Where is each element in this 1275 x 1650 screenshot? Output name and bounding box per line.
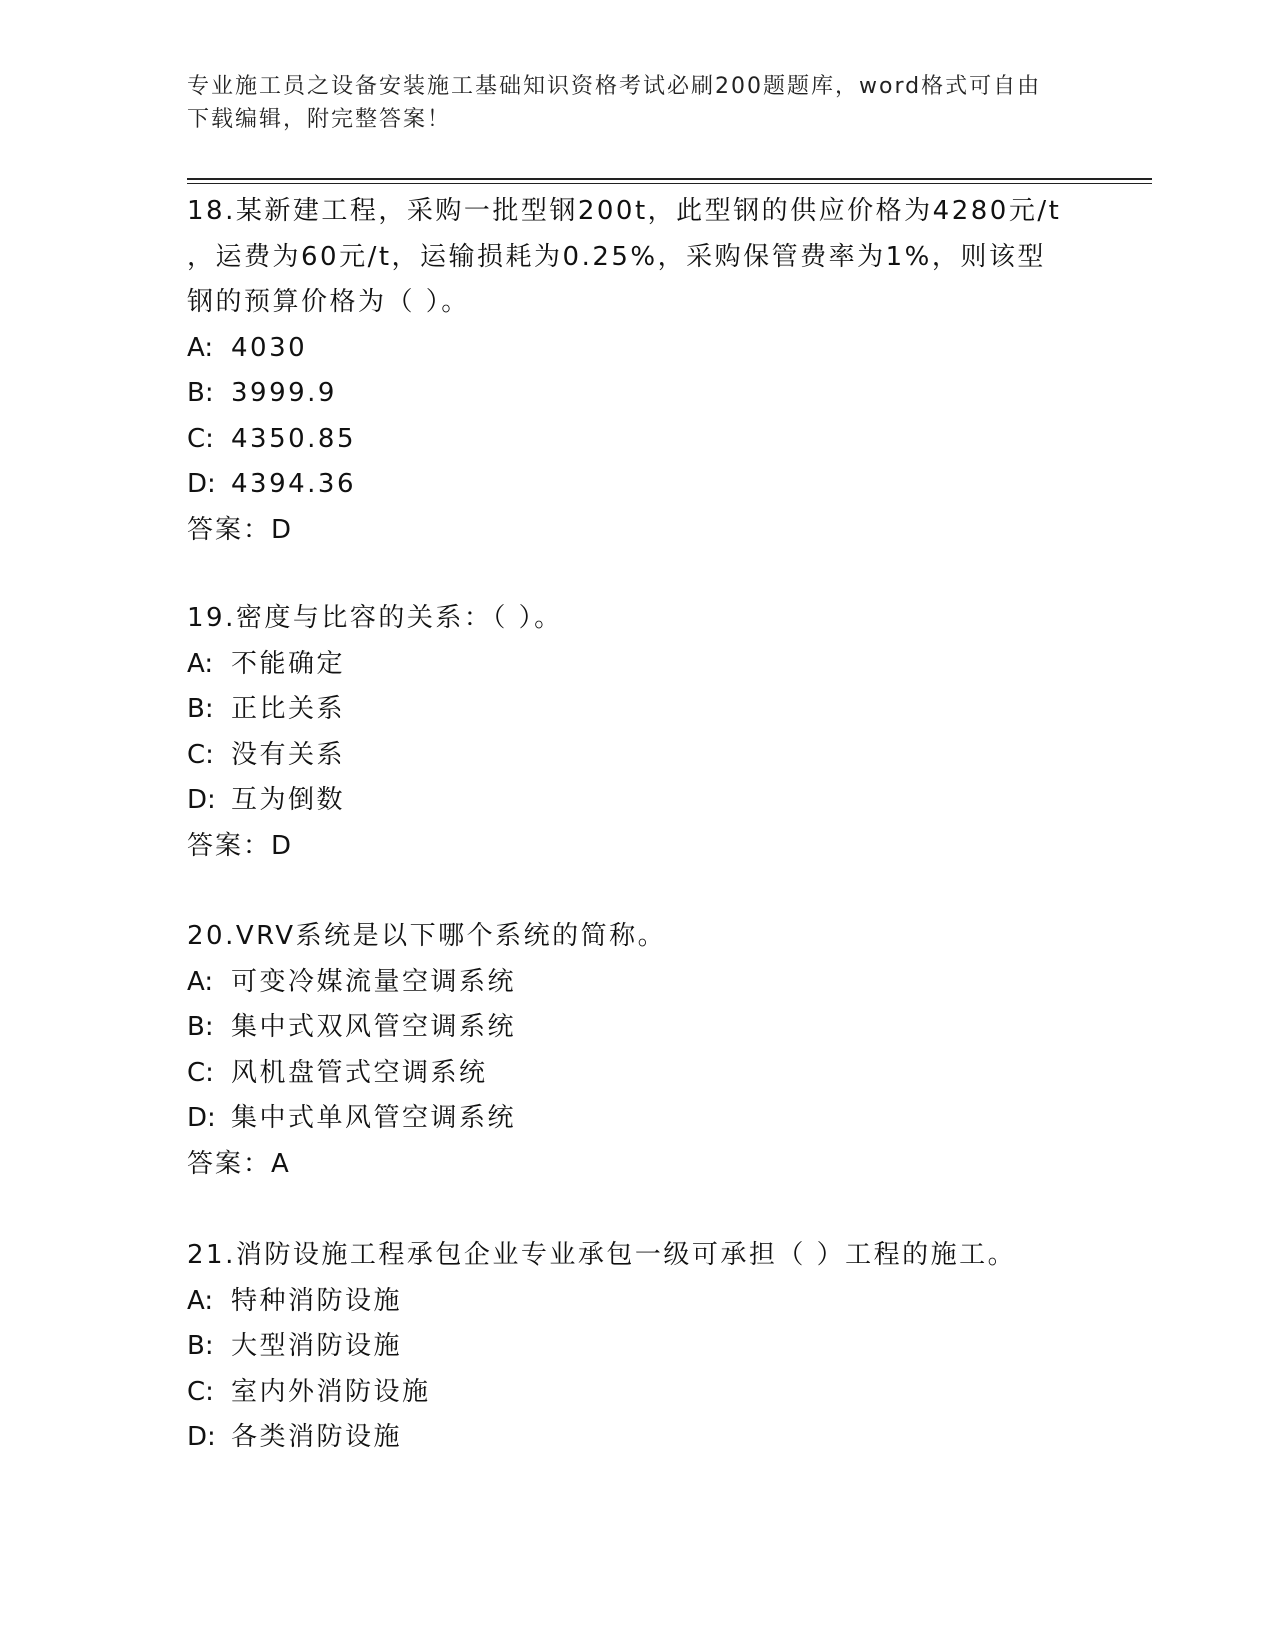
question-19 xyxy=(187,596,1087,869)
option-a xyxy=(187,326,1087,372)
option-b xyxy=(187,1324,1087,1370)
option-text: 4350.85 xyxy=(231,423,357,454)
option-c xyxy=(187,417,1087,463)
option-label: D: xyxy=(187,785,216,815)
option-text: 各类消防设施 xyxy=(231,1422,403,1452)
header-line-2: 下载编辑，附完整答案！ xyxy=(187,107,452,132)
option-label: A: xyxy=(187,648,214,679)
option-text: 室内外消防设施 xyxy=(231,1376,431,1407)
option-a xyxy=(187,960,1087,1006)
header-line-1: 专业施工员之设备安装施工基础知识资格考试必刷200题题库，word格式可自由 xyxy=(187,74,1042,99)
option-a xyxy=(187,642,1087,688)
option-label: D: xyxy=(187,1422,216,1452)
answer-label: 答案： xyxy=(187,830,272,861)
option-label: C: xyxy=(187,423,214,454)
question-18 xyxy=(187,189,1087,553)
question-20 xyxy=(187,914,1087,1187)
option-text: 4394.36 xyxy=(231,469,357,499)
option-c xyxy=(187,1370,1087,1416)
option-label: C: xyxy=(187,739,214,770)
option-label: B: xyxy=(187,1012,214,1042)
option-text: 大型消防设施 xyxy=(231,1331,403,1361)
answer-label: 答案： xyxy=(187,514,272,545)
option-text: 可变冷媒流量空调系统 xyxy=(231,966,517,997)
option-text: 集中式双风管空调系统 xyxy=(231,1012,517,1042)
option-text: 集中式单风管空调系统 xyxy=(231,1103,517,1133)
question-text-line: 21.消防设施工程承包企业专业承包一级可承担（ ）工程的施工。 xyxy=(187,1240,1017,1270)
option-label: A: xyxy=(187,332,214,363)
answer-line xyxy=(187,1142,1087,1188)
option-text: 特种消防设施 xyxy=(231,1285,403,1316)
question-text-line: 钢的预算价格为（ ）。 xyxy=(187,287,470,317)
option-d xyxy=(187,462,1087,508)
option-d xyxy=(187,778,1087,824)
option-text: 不能确定 xyxy=(231,648,346,679)
option-c xyxy=(187,1051,1087,1097)
option-text: 4030 xyxy=(231,332,308,363)
answer-value: D xyxy=(271,514,294,545)
question-text-line: ，运费为60元/t，运输损耗为0.25%，采购保管费率为1%，则该型 xyxy=(187,241,1046,272)
option-text: 没有关系 xyxy=(231,739,346,770)
option-b xyxy=(187,1005,1087,1051)
option-label: B: xyxy=(187,378,214,408)
header-divider-thin xyxy=(187,183,1152,184)
answer-line xyxy=(187,508,1087,554)
option-text: 风机盘管式空调系统 xyxy=(231,1057,488,1088)
answer-line xyxy=(187,824,1087,870)
option-d xyxy=(187,1415,1087,1461)
question-text-line: 18.某新建工程，采购一批型钢200t，此型钢的供应价格为4280元/t xyxy=(187,196,1062,226)
option-b xyxy=(187,687,1087,733)
document-header xyxy=(187,70,1087,136)
option-c xyxy=(187,733,1087,779)
option-label: B: xyxy=(187,694,214,724)
header-divider xyxy=(187,178,1152,180)
option-label: B: xyxy=(187,1331,214,1361)
question-text-line: 19.密度与比容的关系：（ ）。 xyxy=(187,603,563,633)
option-label: C: xyxy=(187,1057,214,1088)
answer-value: D xyxy=(271,830,294,861)
answer-value: A xyxy=(271,1148,292,1179)
option-text: 正比关系 xyxy=(231,694,346,724)
option-label: D: xyxy=(187,469,216,499)
option-d xyxy=(187,1096,1087,1142)
option-label: C: xyxy=(187,1376,214,1407)
answer-label: 答案： xyxy=(187,1148,272,1179)
option-a xyxy=(187,1279,1087,1325)
option-label: A: xyxy=(187,966,214,997)
option-label: A: xyxy=(187,1285,214,1316)
option-text: 互为倒数 xyxy=(231,785,346,815)
option-text: 3999.9 xyxy=(231,378,337,408)
option-b xyxy=(187,371,1087,417)
question-21 xyxy=(187,1233,1087,1461)
question-text-line: 20.VRV系统是以下哪个系统的简称。 xyxy=(187,921,667,951)
option-label: D: xyxy=(187,1103,216,1133)
